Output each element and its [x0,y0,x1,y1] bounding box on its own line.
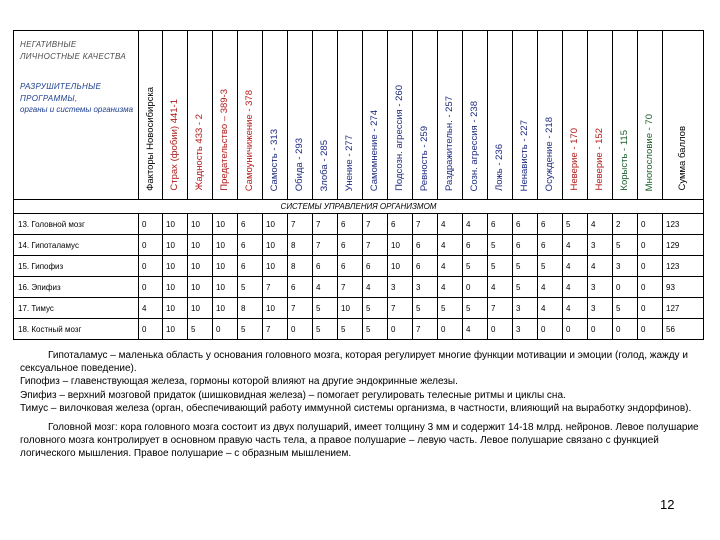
cell: 7 [338,277,363,298]
section-title: СИСТЕМЫ УПРАВЛЕНИЯ ОРГАНИЗМОМ [14,200,704,214]
table-row [14,256,704,277]
cell: 7 [363,235,388,256]
cell: 3 [388,277,413,298]
cell: 0 [613,319,638,340]
row-label: 14. Гипоталамус [14,235,139,256]
col-header-hatred: Ненависть - 227 [513,31,538,200]
corner-programs-sub: органы и системы организма [20,105,134,114]
col-header-disbelief-2: Неверие - 152 [588,31,613,200]
sum-cell: 56 [663,319,704,340]
cell: 6 [463,235,488,256]
cell: 3 [613,256,638,277]
row-label: 15. Гипофиз [14,256,139,277]
brain-paragraph: Головной мозг: кора головного мозга состоит из двух полушарий, имеет толщину 3 мм и содержит 14-18 млрд. нейронов. Левое полушарие головного мозга контролирует в основном правую часть тела, а правое полушарие – левую часть. Левое полушарие связано с функцией логического мышления. Правое полушарие – с образным мышлением. [20,422,699,460]
cell: 4 [463,319,488,340]
cell: 8 [238,298,263,319]
col-header-lie: Ложь - 236 [488,31,513,200]
cell: 10 [188,277,213,298]
cell: 0 [613,277,638,298]
cell: 3 [588,298,613,319]
row-label: 16. Эпифиз [14,277,139,298]
cell: 10 [263,256,288,277]
cell: 10 [388,235,413,256]
cell: 4 [438,256,463,277]
cell: 6 [338,214,363,235]
cell: 7 [388,298,413,319]
cell: 7 [288,298,313,319]
cell: 10 [163,235,188,256]
cell: 7 [313,235,338,256]
cell: 10 [163,277,188,298]
col-header-conscious-aggression: Созн. агрессия - 238 [463,31,488,200]
col-header-greed: Жадность 433 - 2 [188,31,213,200]
sum-cell: 123 [663,256,704,277]
col-header-conceit: Самомнение - 274 [363,31,388,200]
sum-cell: 127 [663,298,704,319]
col-header-self-abasement: Самоуничижение - 378 [238,31,263,200]
cell: 6 [513,214,538,235]
page-number: 12 [660,497,675,512]
cell: 10 [263,298,288,319]
cell: 0 [139,214,163,235]
col-header-verbosity: Многословие - 70 [638,31,663,200]
cell: 6 [488,214,513,235]
cell: 3 [588,235,613,256]
sum-cell: 123 [663,214,704,235]
row-label: 13. Головной мозг [14,214,139,235]
col-header-condemnation: Осуждение - 218 [538,31,563,200]
cell: 0 [638,298,663,319]
cell: 3 [413,277,438,298]
corner-programs-label: РАЗРУШИТЕЛЬНЫЕ ПРОГРАММЫ, [20,82,102,103]
cell: 5 [363,319,388,340]
col-header-malice: Злоба - 285 [313,31,338,200]
hypothalamus-paragraph: Гипоталамус – маленька область у основания головного мозга, которая регулирует многие функции мотивации и эмоции (голод, жажду и сексуальное поведение). [20,350,688,375]
row-label: 18. Костный мозг [14,319,139,340]
cell: 5 [438,298,463,319]
section-title-row [14,200,704,214]
table-row [14,277,704,298]
col-header-jealousy: Ревность - 259 [413,31,438,200]
cell: 6 [238,256,263,277]
cell: 5 [363,298,388,319]
col-header-despondency: Унение - 277 [338,31,363,200]
cell: 5 [488,235,513,256]
cell: 4 [463,214,488,235]
cell: 7 [288,214,313,235]
cell: 5 [513,277,538,298]
cell: 5 [463,298,488,319]
cell: 4 [588,256,613,277]
cell: 8 [288,235,313,256]
cell: 0 [638,319,663,340]
cell: 0 [288,319,313,340]
cell: 0 [463,277,488,298]
col-header-resentment: Обида - 293 [288,31,313,200]
cell: 10 [163,319,188,340]
cell: 0 [139,319,163,340]
col-header-betrayal: Предательство – 389-3 [213,31,238,200]
table-row [14,298,704,319]
cell: 4 [363,277,388,298]
cell: 4 [488,277,513,298]
cell: 5 [238,277,263,298]
cell: 5 [538,256,563,277]
table-row [14,214,704,235]
cell: 6 [238,235,263,256]
cell: 5 [463,256,488,277]
cell: 3 [513,319,538,340]
factor-table [13,30,704,340]
cell: 0 [638,214,663,235]
cell: 3 [513,298,538,319]
cell: 6 [313,256,338,277]
cell: 0 [213,319,238,340]
cell: 4 [313,277,338,298]
cell: 7 [313,214,338,235]
cell: 0 [139,235,163,256]
cell: 0 [638,256,663,277]
cell: 0 [563,319,588,340]
cell: 4 [438,214,463,235]
cell: 0 [488,319,513,340]
col-header-fear: Страх (фобии) 441-1 [163,31,188,200]
cell: 5 [188,319,213,340]
cell: 10 [188,298,213,319]
row-label: 17. Тимус [14,298,139,319]
cell: 5 [488,256,513,277]
cell: 7 [413,214,438,235]
cell: 5 [613,235,638,256]
cell: 6 [413,256,438,277]
cell: 0 [139,277,163,298]
data-sheet [13,30,703,340]
cell: 0 [438,319,463,340]
cell: 6 [338,256,363,277]
cell: 10 [213,256,238,277]
cell: 0 [588,319,613,340]
cell: 10 [213,298,238,319]
cell: 10 [163,214,188,235]
cell: 10 [263,214,288,235]
col-header-selfhood: Самость - 313 [263,31,288,200]
cell: 4 [563,277,588,298]
cell: 5 [313,298,338,319]
epiphysis-paragraph: Эпифиз – верхний мозговой придаток (шишковидная железа) – помогает регулировать телесные ритмы и циклы сна. [20,389,566,401]
cell: 10 [213,214,238,235]
cell: 10 [188,235,213,256]
cell: 4 [538,277,563,298]
cell: 6 [388,214,413,235]
cell: 6 [338,235,363,256]
cell: 7 [413,319,438,340]
cell: 4 [438,277,463,298]
cell: 10 [213,277,238,298]
sum-cell: 129 [663,235,704,256]
col-header-self-interest: Корысть - 115 [613,31,638,200]
cell: 6 [538,214,563,235]
cell: 5 [513,256,538,277]
col-header-factors: Факторы Новосибирска [139,31,163,200]
cell: 7 [488,298,513,319]
cell: 4 [538,298,563,319]
cell: 4 [438,235,463,256]
cell: 0 [638,235,663,256]
cell: 4 [588,214,613,235]
cell: 5 [313,319,338,340]
header-row [14,31,704,200]
cell: 10 [188,256,213,277]
cell: 0 [388,319,413,340]
cell: 6 [238,214,263,235]
col-header-subconscious-aggression: Подсозн. агрессия - 260 [388,31,413,200]
cell: 5 [613,298,638,319]
cell: 7 [263,319,288,340]
cell: 4 [563,298,588,319]
cell: 2 [613,214,638,235]
cell: 6 [538,235,563,256]
col-header-irritability: Раздражительн. - 257 [438,31,463,200]
sum-cell: 93 [663,277,704,298]
cell: 10 [263,235,288,256]
cell: 4 [139,298,163,319]
cell: 10 [163,298,188,319]
pituitary-paragraph: Гипофиз – главенствующая железа, гормоны которой влияют на другие эндокринные железы. [20,376,458,388]
cell: 4 [563,256,588,277]
explanation-text [20,349,700,461]
corner-cell [14,31,139,200]
cell: 10 [388,256,413,277]
cell: 5 [563,214,588,235]
cell: 10 [163,256,188,277]
cell: 8 [288,256,313,277]
cell: 0 [139,256,163,277]
table-row [14,319,704,340]
cell: 7 [363,214,388,235]
col-header-sum: Сумма баллов [663,31,704,200]
cell: 6 [288,277,313,298]
cell: 6 [413,235,438,256]
cell: 5 [238,319,263,340]
cell: 6 [363,256,388,277]
cell: 10 [188,214,213,235]
cell: 5 [413,298,438,319]
table-row [14,235,704,256]
corner-negative-label: НЕГАТИВНЫЕ ЛИЧНОСТНЫЕ КАЧЕСТВА [20,40,126,61]
thymus-paragraph: Тимус – вилочковая железа (орган, обеспечивающий работу иммунной системы организма, в частности, влияющий на выработку эндорфинов). [20,402,692,414]
cell: 3 [588,277,613,298]
col-header-disbelief-1: Неверие - 170 [563,31,588,200]
cell: 7 [263,277,288,298]
cell: 10 [213,235,238,256]
cell: 0 [638,277,663,298]
cell: 6 [513,235,538,256]
cell: 5 [338,319,363,340]
cell: 10 [338,298,363,319]
cell: 4 [563,235,588,256]
cell: 0 [538,319,563,340]
